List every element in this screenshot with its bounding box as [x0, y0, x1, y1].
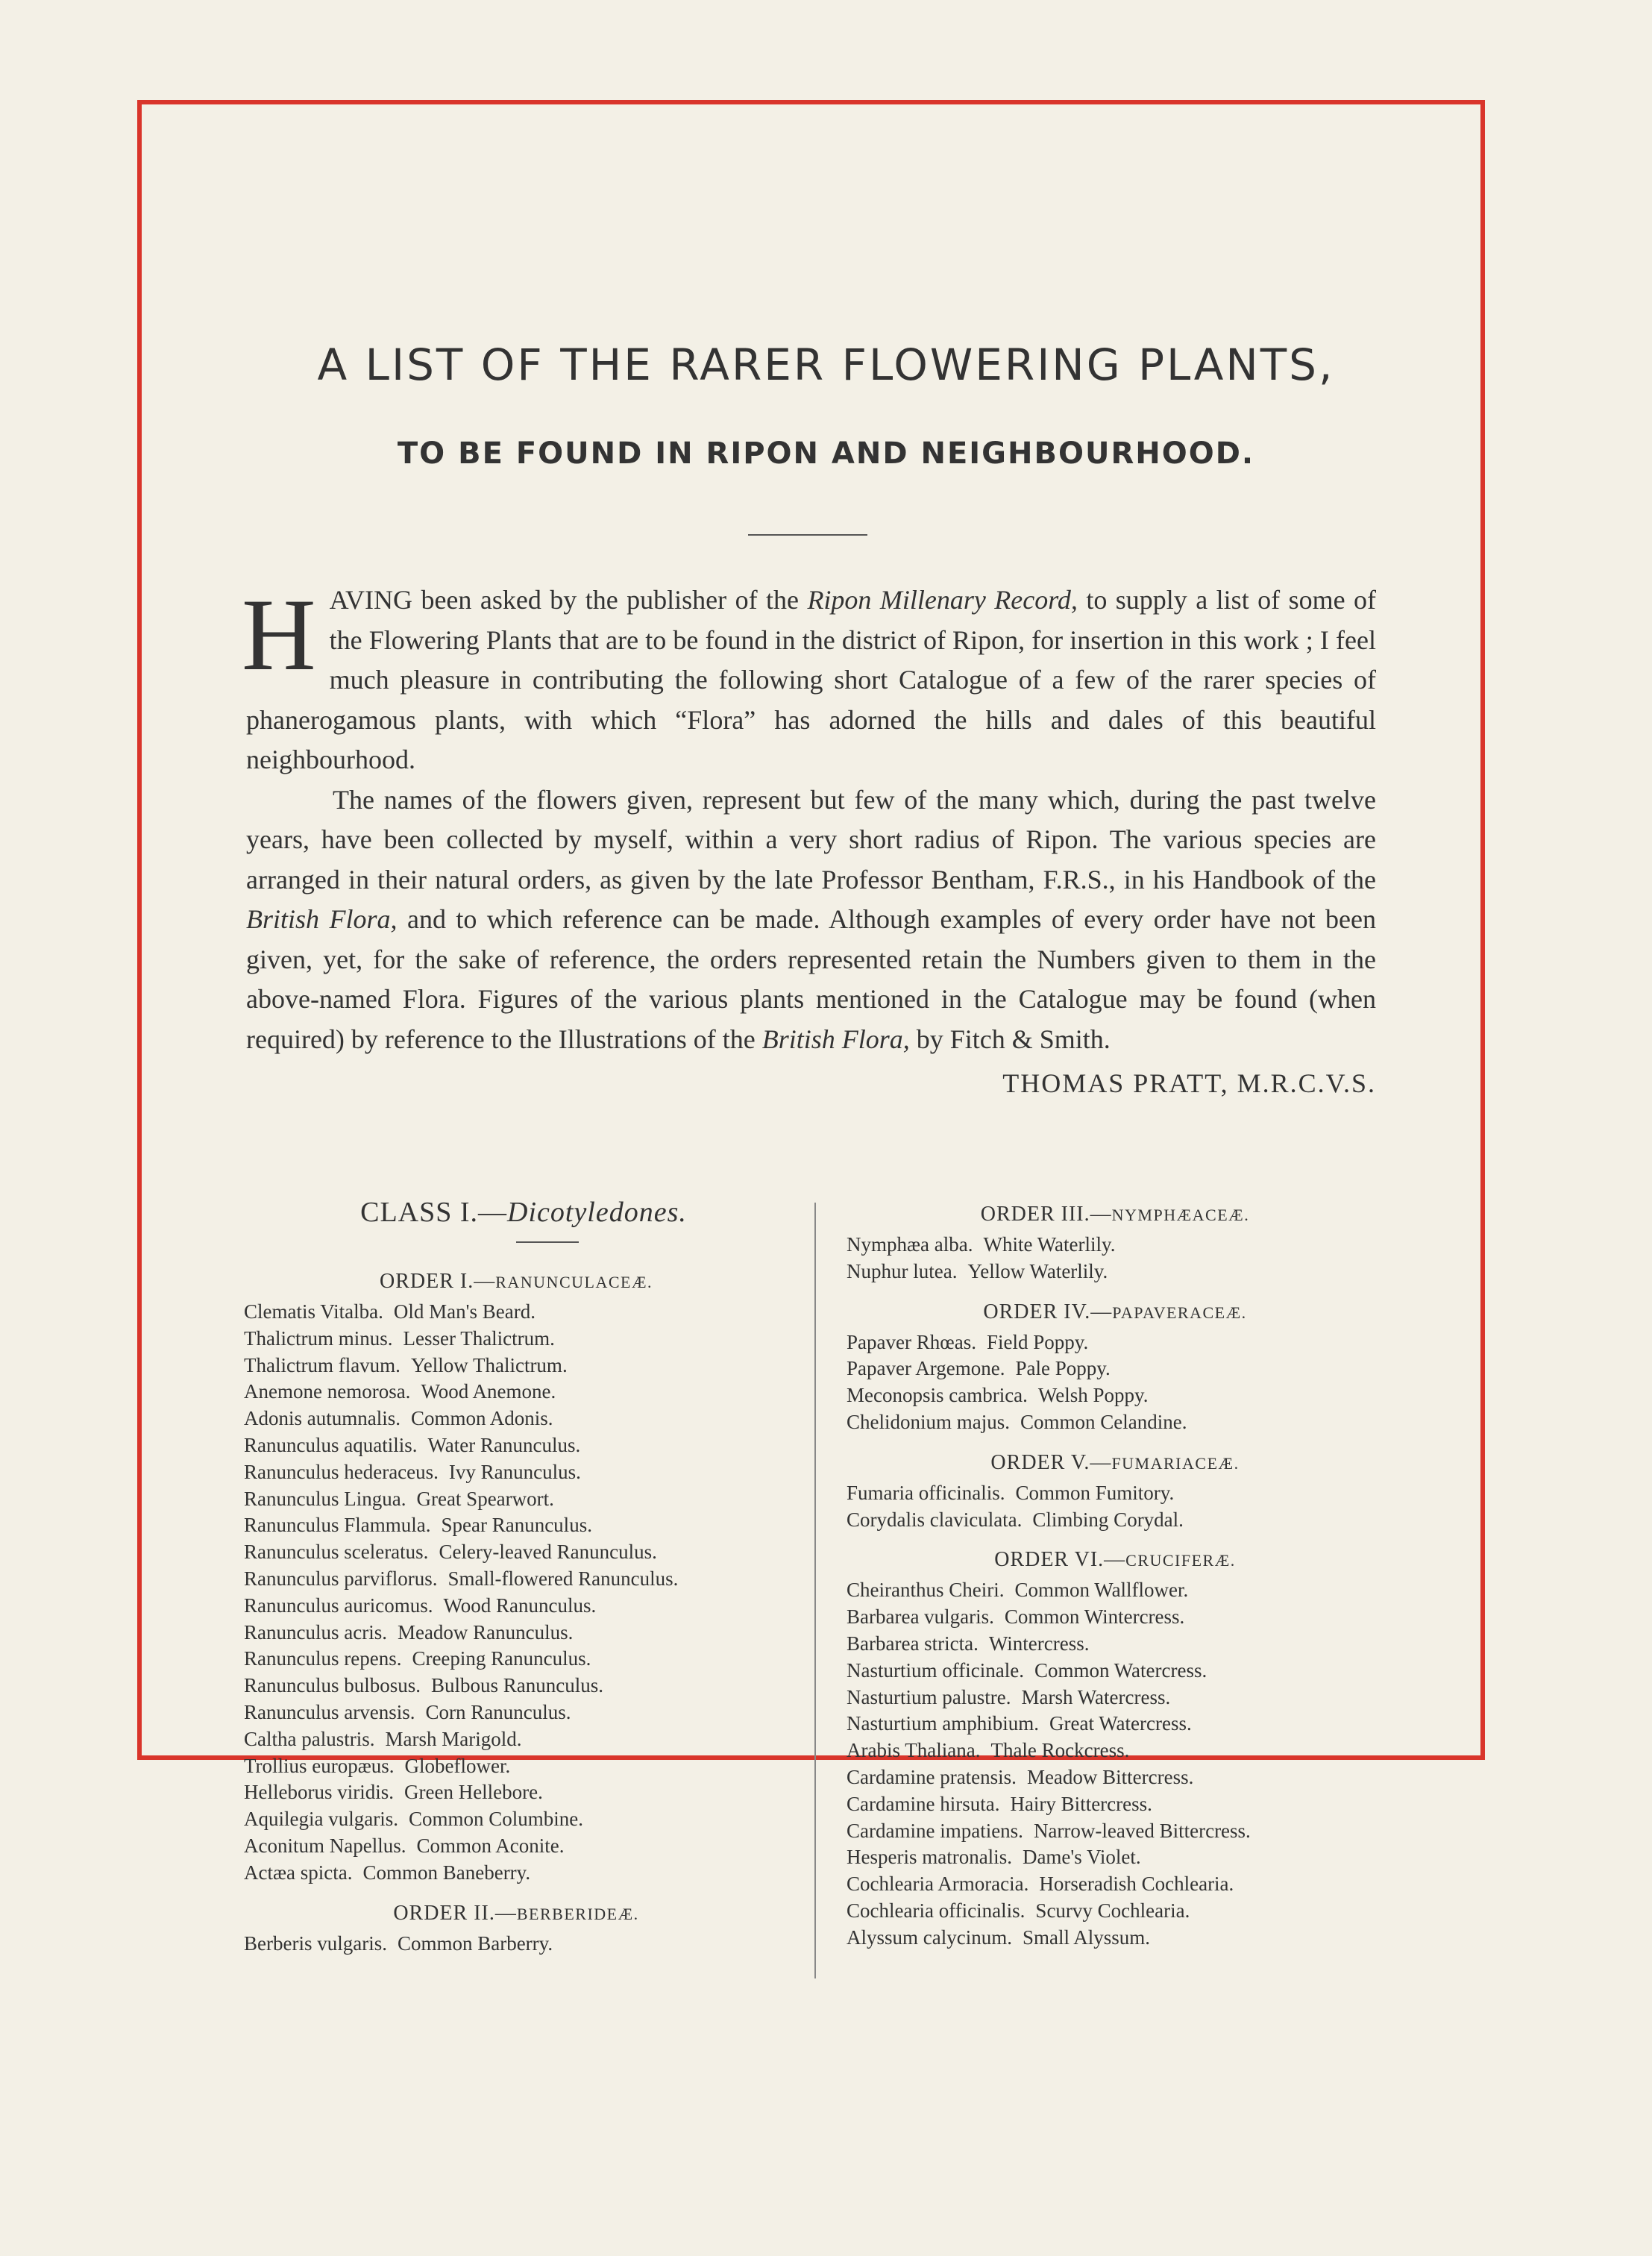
plant-entry: [244, 1699, 788, 1726]
plant-latin-name: Ranunculus hederaceus.: [244, 1460, 439, 1483]
plant-latin-name: Trollius europæus.: [244, 1754, 395, 1777]
plant-common-name: Small Alyssum.: [1022, 1926, 1151, 1949]
plant-latin-name: Meconopsis cambrica.: [847, 1384, 1028, 1407]
order-number: ORDER V.—: [990, 1450, 1112, 1474]
plant-common-name: Hairy Bittercress.: [1010, 1792, 1152, 1815]
drop-cap: H: [242, 577, 316, 692]
plant-entry: [244, 1806, 788, 1833]
plant-common-name: Horseradish Cochlearia.: [1039, 1873, 1234, 1896]
plant-entry: [847, 1480, 1384, 1507]
plant-common-name: Common Fumitory.: [1015, 1481, 1175, 1504]
order-name: CRUCIFERÆ.: [1125, 1551, 1236, 1570]
plant-entry: [244, 1860, 788, 1887]
plant-latin-name: Cochlearia Armoracia.: [847, 1873, 1029, 1896]
order-block: [847, 1299, 1384, 1436]
plant-common-name: Corn Ranunculus.: [425, 1700, 571, 1723]
plant-latin-name: Ranunculus sceleratus.: [244, 1541, 429, 1564]
plant-entry: [244, 1753, 788, 1780]
plant-entry: [244, 1566, 788, 1593]
plant-common-name: Field Poppy.: [986, 1330, 1089, 1353]
plant-entry: [847, 1658, 1384, 1685]
plant-latin-name: Nasturtium palustre.: [847, 1685, 1011, 1708]
introduction: [242, 577, 1376, 1104]
plant-common-name: Common Wintercress.: [1004, 1605, 1185, 1629]
plant-latin-name: Nasturtium amphibium.: [847, 1712, 1039, 1735]
plant-common-name: Wintercress.: [988, 1632, 1090, 1655]
plant-common-name: Yellow Thalictrum.: [410, 1353, 568, 1376]
plant-latin-name: Hesperis matronalis.: [847, 1846, 1012, 1869]
plant-entry: [244, 1486, 788, 1513]
plant-common-name: Scurvy Cochlearia.: [1035, 1899, 1190, 1922]
order-heading: [847, 1450, 1384, 1477]
plant-latin-name: Aconitum Napellus.: [244, 1834, 406, 1857]
plant-latin-name: Caltha palustris.: [244, 1727, 375, 1750]
plant-entry: [244, 1432, 788, 1459]
plant-entry: [847, 1711, 1384, 1738]
order-number: ORDER II.—: [393, 1901, 517, 1925]
plant-latin-name: Papaver Rhœas.: [847, 1330, 976, 1353]
plant-latin-name: Berberis vulgaris.: [244, 1931, 387, 1955]
plant-latin-name: Ranunculus auricomus.: [244, 1594, 433, 1617]
left-orders: [244, 1268, 788, 1957]
plant-latin-name: Fumaria officinalis.: [847, 1481, 1005, 1504]
left-column: [244, 1194, 788, 1970]
author-signature: THOMAS PRATT, M.R.C.V.S.: [1002, 1068, 1376, 1098]
plant-entry: [847, 1631, 1384, 1658]
plant-entry: [244, 1326, 788, 1353]
column-divider: [814, 1203, 816, 1978]
plant-common-name: Common Watercress.: [1034, 1658, 1207, 1682]
plant-latin-name: Papaver Argemone.: [847, 1357, 1005, 1380]
plant-entry: [244, 1646, 788, 1673]
plant-latin-name: Nymphæa alba.: [847, 1233, 973, 1256]
plant-entry: [244, 1673, 788, 1699]
plant-common-name: Marsh Watercress.: [1021, 1685, 1171, 1708]
plant-latin-name: Helleborus viridis.: [244, 1781, 394, 1804]
plant-entry: [244, 1459, 788, 1486]
intro-text: to supply a list of some of the Flowering Plants that are to be found in the district of Ripon, for insertion in this work ; I feel much pleasure in contributing the following short Catalogue of a few of the rarer species of phanerogamous plants, with which “Flora” has adorned the hills and dales of this beautiful neighbourhood.: [246, 585, 1376, 774]
plant-common-name: Pale Poppy.: [1015, 1357, 1111, 1380]
plant-entry: [847, 1764, 1384, 1791]
plant-common-name: Spear Ranunculus.: [441, 1514, 592, 1537]
plant-common-name: Narrow-leaved Bittercress.: [1033, 1819, 1251, 1842]
plant-common-name: Creeping Ranunculus.: [412, 1647, 591, 1670]
plant-latin-name: Ranunculus arvensis.: [244, 1700, 415, 1723]
plant-latin-name: Nasturtium officinale.: [847, 1658, 1024, 1682]
plant-entry: [847, 1844, 1384, 1871]
plant-common-name: White Waterlily.: [983, 1233, 1116, 1256]
plant-latin-name: Nuphur lutea.: [847, 1259, 958, 1282]
plant-latin-name: Ranunculus bulbosus.: [244, 1674, 421, 1697]
order-heading: [847, 1201, 1384, 1229]
plant-entry: [244, 1379, 788, 1406]
plant-common-name: Thale Rockcress.: [990, 1739, 1130, 1762]
intro-paragraph-1: [242, 577, 1376, 780]
order-name: RANUNCULACEÆ.: [495, 1273, 653, 1291]
intro-paragraph-2: [246, 780, 1376, 1060]
plant-entry: [244, 1539, 788, 1566]
intro-text: and to which reference can be made. Although examples of every order have not been given, yet, for the sake of reference, the orders represented retain the Numbers given to them in the above-named Flora. Figures of the various plants mentioned in the Catalogue may be found (when required) by reference to the Illustrations of the: [246, 904, 1376, 1054]
page-subtitle: TO BE FOUND IN RIPON AND NEIGHBOURHOOD.: [397, 436, 1255, 471]
plant-common-name: Ivy Ranunculus.: [448, 1460, 581, 1483]
order-heading: [244, 1268, 788, 1296]
plant-entry: [847, 1818, 1384, 1845]
plant-common-name: Meadow Ranunculus.: [397, 1620, 574, 1644]
class-heading: [259, 1194, 788, 1231]
plant-entry: [244, 1726, 788, 1753]
order-number: ORDER VI.—: [994, 1548, 1126, 1572]
plant-common-name: Celery-leaved Ranunculus.: [439, 1541, 657, 1564]
plant-entry: [847, 1685, 1384, 1711]
intro-text: AVING been asked by the publisher of the: [329, 585, 808, 615]
intro-text: by Fitch & Smith.: [909, 1024, 1111, 1054]
order-heading: [847, 1547, 1384, 1574]
plant-entry: [847, 1232, 1384, 1259]
plant-latin-name: Actæa spicta.: [244, 1861, 353, 1884]
plant-latin-name: Thalictrum flavum.: [244, 1353, 401, 1376]
plant-latin-name: Ranunculus repens.: [244, 1647, 402, 1670]
plant-entry: [847, 1329, 1384, 1356]
plant-latin-name: Cochlearia officinalis.: [847, 1899, 1026, 1922]
intro-italic: British Flora,: [761, 1024, 910, 1054]
plant-common-name: Common Barberry.: [397, 1931, 553, 1955]
plant-latin-name: Corydalis claviculata.: [847, 1508, 1023, 1531]
plant-common-name: Marsh Marigold.: [385, 1727, 522, 1750]
plant-common-name: Wood Anemone.: [421, 1380, 556, 1403]
plant-entry: [847, 1409, 1384, 1436]
order-number: ORDER I.—: [379, 1270, 496, 1293]
order-name: NYMPHÆACEÆ.: [1111, 1206, 1250, 1224]
intro-italic: British Flora,: [246, 904, 398, 934]
order-block: [244, 1268, 788, 1887]
plant-entry: [244, 1299, 788, 1326]
plant-latin-name: Cardamine hirsuta.: [847, 1792, 1000, 1815]
plant-entry: [847, 1871, 1384, 1898]
plant-latin-name: Barbarea vulgaris.: [847, 1605, 994, 1629]
plant-common-name: Water Ranunculus.: [427, 1433, 581, 1456]
plant-latin-name: Aquilegia vulgaris.: [244, 1808, 398, 1831]
plant-common-name: Common Baneberry.: [362, 1861, 531, 1884]
plant-latin-name: Ranunculus parviflorus.: [244, 1567, 438, 1590]
plant-entry: [847, 1382, 1384, 1409]
order-heading: [244, 1900, 788, 1928]
plant-entry: [847, 1507, 1384, 1534]
plant-common-name: Globeflower.: [404, 1754, 511, 1777]
plant-latin-name: Cheiranthus Cheiri.: [847, 1579, 1005, 1602]
plant-latin-name: Ranunculus Flammula.: [244, 1514, 431, 1537]
plant-common-name: Great Watercress.: [1049, 1712, 1192, 1735]
right-orders: [847, 1201, 1384, 1952]
intro-italic: Ripon Millenary Record,: [807, 585, 1078, 615]
plant-common-name: Dame's Violet.: [1022, 1846, 1141, 1869]
plant-common-name: Wood Ranunculus.: [443, 1594, 597, 1617]
plant-entry: [847, 1791, 1384, 1818]
order-block: [847, 1547, 1384, 1951]
plant-entry: [244, 1406, 788, 1432]
order-heading: [847, 1299, 1384, 1326]
plant-latin-name: Clematis Vitalba.: [244, 1300, 383, 1323]
plant-common-name: Common Wallflower.: [1014, 1579, 1189, 1602]
order-name: PAPAVERACEÆ.: [1112, 1303, 1247, 1322]
plant-common-name: Lesser Thalictrum.: [403, 1326, 555, 1350]
plant-latin-name: Arabis Thaliana.: [847, 1739, 981, 1762]
title-divider: [748, 534, 867, 536]
class-label: CLASS I.—: [360, 1197, 508, 1228]
plant-entry: [847, 1356, 1384, 1382]
plant-latin-name: Cardamine impatiens.: [847, 1819, 1023, 1842]
plant-latin-name: Cardamine pratensis.: [847, 1765, 1017, 1788]
plant-latin-name: Anemone nemorosa.: [244, 1380, 411, 1403]
plant-entry: [244, 1833, 788, 1860]
plant-entry: [847, 1259, 1384, 1285]
plant-common-name: Common Adonis.: [411, 1407, 553, 1430]
plant-latin-name: Ranunculus aquatilis.: [244, 1433, 418, 1456]
plant-common-name: Great Spearwort.: [416, 1487, 554, 1510]
order-name: BERBERIDEÆ.: [516, 1904, 639, 1923]
plant-latin-name: Adonis autumnalis.: [244, 1407, 401, 1430]
plant-entry: [847, 1577, 1384, 1604]
plant-latin-name: Barbarea stricta.: [847, 1632, 979, 1655]
plant-latin-name: Ranunculus acris.: [244, 1620, 387, 1644]
plant-entry: [244, 1931, 788, 1958]
plant-entry: [847, 1738, 1384, 1764]
plant-latin-name: Ranunculus Lingua.: [244, 1487, 406, 1510]
plant-latin-name: Chelidonium majus.: [847, 1410, 1010, 1433]
order-name: FUMARIACEÆ.: [1111, 1453, 1240, 1473]
plant-latin-name: Thalictrum minus.: [244, 1326, 393, 1350]
plant-common-name: Common Aconite.: [416, 1834, 565, 1857]
plant-entry: [244, 1593, 788, 1620]
order-block: [244, 1900, 788, 1958]
plant-common-name: Common Columbine.: [408, 1808, 583, 1831]
plant-common-name: Climbing Corydal.: [1032, 1508, 1184, 1531]
intro-text: The names of the flowers given, represent but few of the many which, during the past twelve years, have been collected by myself, within a very short radius of Ripon. The various species are arranged in their natural orders, as given by the late Professor Bentham, F.R.S., in his Handbook of the: [246, 784, 1376, 894]
plant-common-name: Bulbous Ranunculus.: [431, 1674, 604, 1697]
order-block: [847, 1201, 1384, 1285]
order-block: [847, 1450, 1384, 1534]
plant-common-name: Welsh Poppy.: [1037, 1384, 1149, 1407]
order-number: ORDER III.—: [980, 1203, 1112, 1226]
plant-common-name: Green Hellebore.: [403, 1781, 543, 1804]
plant-latin-name: Alyssum calycinum.: [847, 1926, 1012, 1949]
page-title: A LIST OF THE RARER FLOWERING PLANTS,: [317, 339, 1335, 390]
plant-entry: [244, 1353, 788, 1379]
plant-entry: [244, 1779, 788, 1806]
plant-entry: [847, 1925, 1384, 1952]
plant-common-name: Meadow Bittercress.: [1026, 1765, 1194, 1788]
order-number: ORDER IV.—: [983, 1300, 1113, 1323]
right-column: [847, 1201, 1384, 1965]
class-divider: [516, 1241, 579, 1243]
plant-entry: [244, 1620, 788, 1646]
plant-common-name: Small-flowered Ranunculus.: [447, 1567, 679, 1590]
plant-common-name: Old Man's Beard.: [393, 1300, 536, 1323]
plant-common-name: Common Celandine.: [1020, 1410, 1187, 1433]
plant-entry: [847, 1604, 1384, 1631]
plant-common-name: Yellow Waterlily.: [967, 1259, 1108, 1282]
class-name: Dicotyledones.: [507, 1197, 687, 1228]
plant-entry: [244, 1512, 788, 1539]
plant-entry: [847, 1898, 1384, 1925]
